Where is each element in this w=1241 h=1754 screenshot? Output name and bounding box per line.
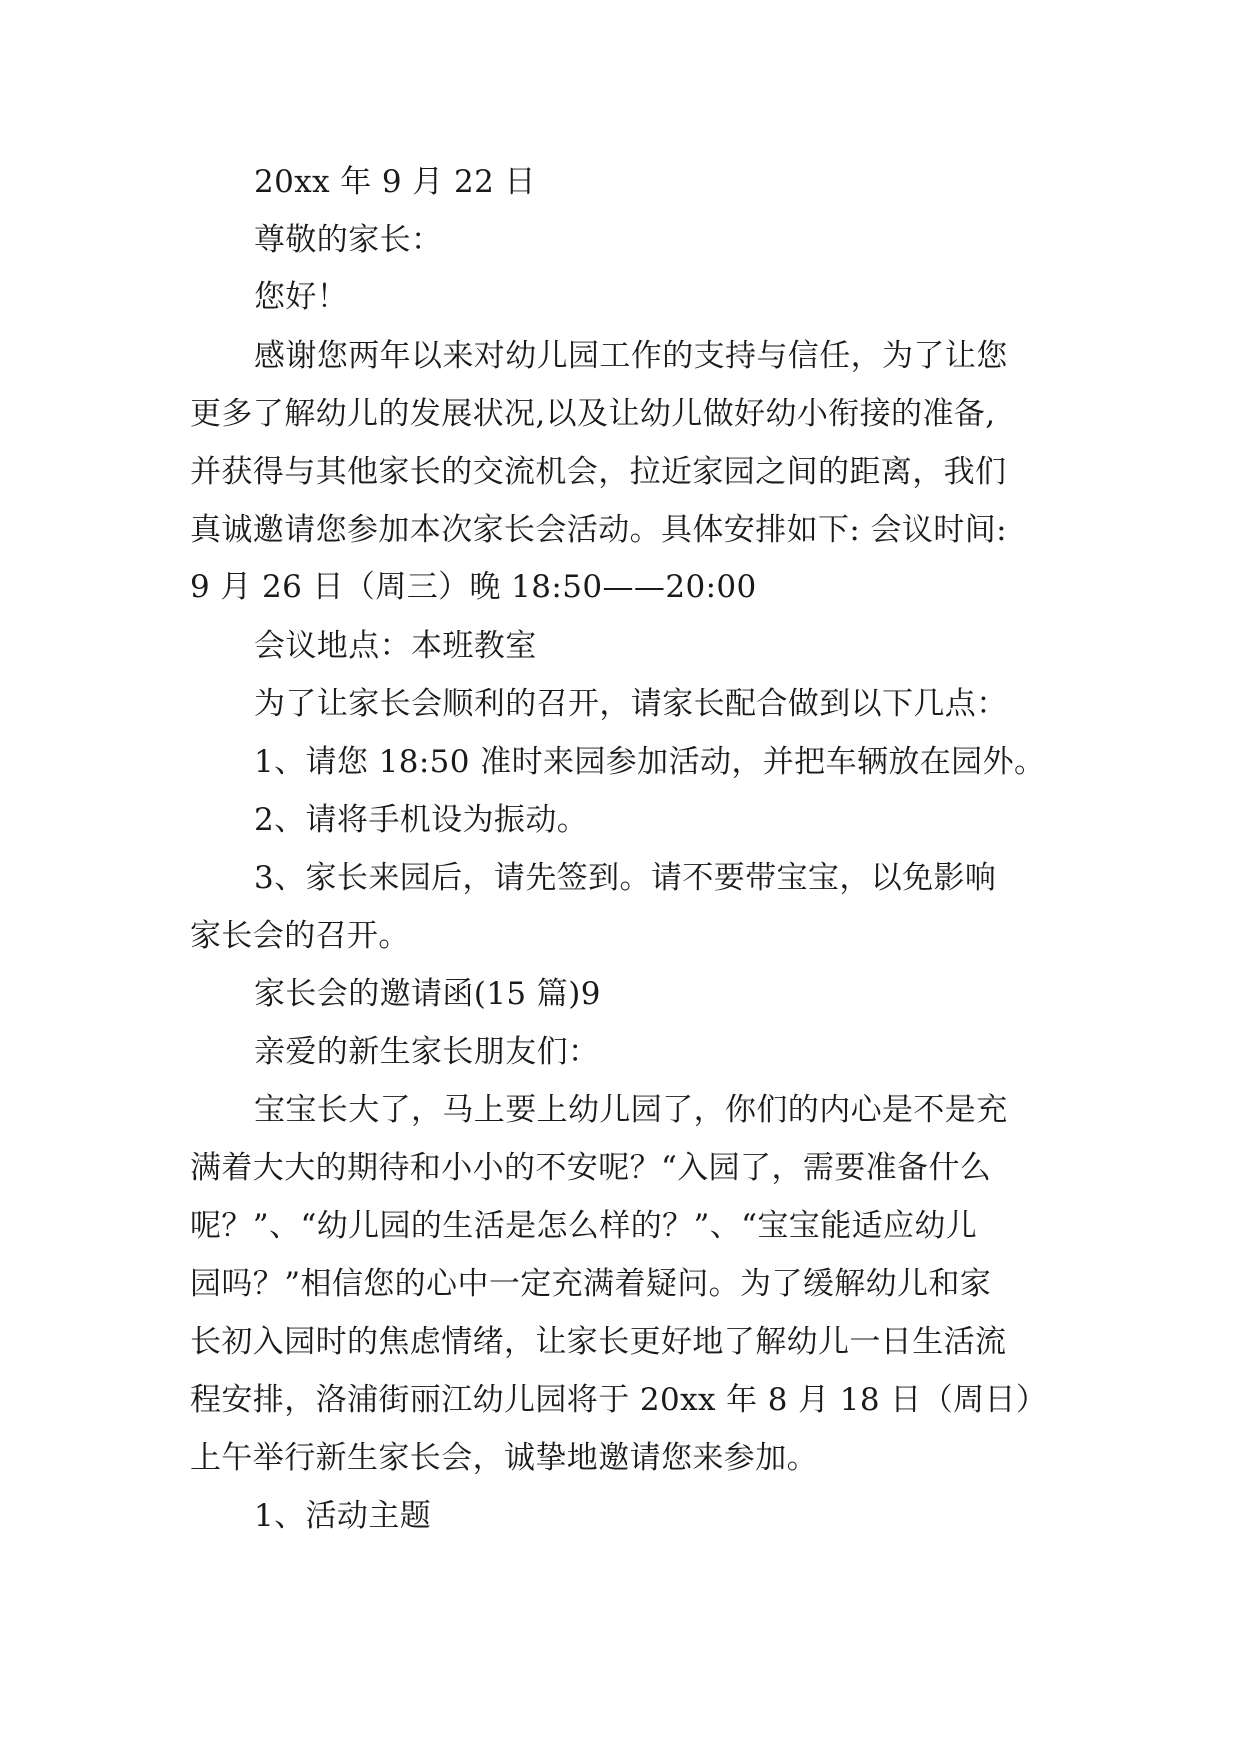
notice-item: 家长会的召开。	[190, 918, 410, 954]
body-line: 并获得与其他家长的交流机会，拉近家园之间的距离，我们	[190, 454, 1007, 490]
section-heading: 家长会的邀请函(15 篇)9	[254, 976, 601, 1012]
notice-intro: 为了让家长会顺利的召开，请家长配合做到以下几点：	[254, 686, 1008, 722]
body-line: 长初入园时的焦虑情绪，让家长更好地了解幼儿一日生活流	[190, 1324, 1007, 1360]
body-line: 呢？”、“幼儿园的生活是怎么样的？”、“宝宝能适应幼儿	[190, 1208, 978, 1244]
letter-salutation: 尊敬的家长：	[254, 222, 443, 258]
body-line: 感谢您两年以来对幼儿园工作的支持与信任，为了让您	[254, 338, 1008, 374]
body-line: 程安排，洛浦街丽江幼儿园将于 20xx 年 8 月 18 日（周日）	[190, 1382, 1048, 1418]
meeting-time: 9 月 26 日（周三）晚 18:50——20:00	[190, 569, 757, 605]
body-line: 满着大大的期待和小小的不安呢？“入园了，需要准备什么	[190, 1150, 992, 1186]
meeting-location: 会议地点：本班教室	[254, 628, 537, 664]
subsection-heading: 1、活动主题	[254, 1498, 432, 1534]
letter-greeting: 您好！	[254, 279, 349, 315]
body-line: 园吗？”相信您的心中一定充满着疑问。为了缓解幼儿和家	[190, 1266, 992, 1302]
body-line: 上午举行新生家长会，诚挚地邀请您来参加。	[190, 1440, 818, 1476]
body-line: 宝宝长大了，马上要上幼儿园了，你们的内心是不是充	[254, 1092, 1008, 1128]
body-line: 真诚邀请您参加本次家长会活动。具体安排如下: 会议时间:	[190, 512, 1007, 548]
letter-salutation: 亲爱的新生家长朋友们：	[254, 1034, 600, 1070]
notice-item: 1、请您 18:50 准时来园参加活动，并把车辆放在园外。	[254, 744, 1046, 780]
letter-date: 20xx 年 9 月 22 日	[254, 164, 536, 200]
notice-item: 3、家长来园后，请先签到。请不要带宝宝，以免影响	[254, 860, 997, 896]
body-line: 更多了解幼儿的发展状况,以及让幼儿做好幼小衔接的准备,	[190, 396, 996, 432]
notice-item: 2、请将手机设为振动。	[254, 802, 589, 838]
